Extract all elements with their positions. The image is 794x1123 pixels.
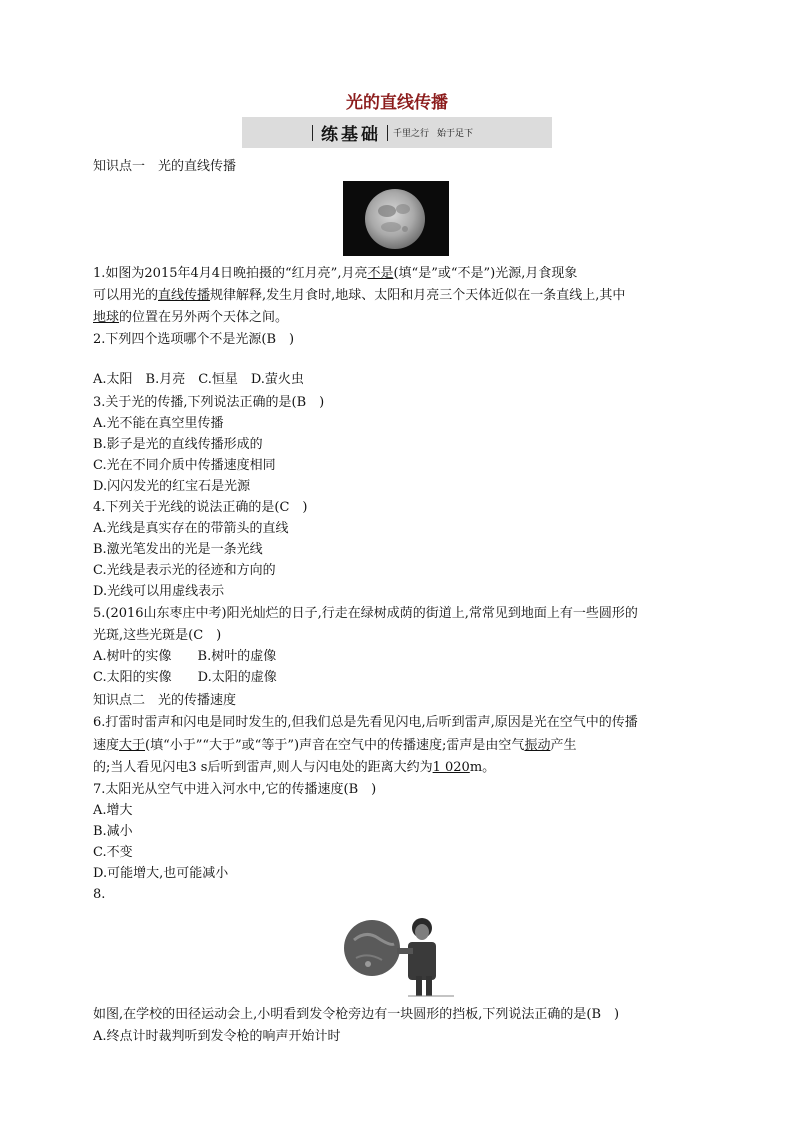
question-1-line-1: 1.如图为2015年4月4日晚拍摄的“红月亮”,月亮不是(填“是”或“不是”)光源,月食现象 (93, 266, 578, 281)
section-heading-2: 知识点二 光的传播速度 (93, 693, 237, 708)
answer-blank: 直线传播 (158, 288, 211, 303)
question-4-option-b: B.激光笔发出的光是一条光线 (93, 542, 263, 557)
question-8-stem: 如图,在学校的田径运动会上,小明看到发令枪旁边有一块圆形的挡板,下列说法正确的是(B ) (93, 1007, 620, 1022)
section-heading-1: 知识点一 光的直线传播 (93, 159, 237, 174)
question-4-stem: 4.下列关于光线的说法正确的是(C ) (93, 500, 308, 515)
question-3-option-a: A.光不能在真空里传播 (93, 416, 224, 431)
banner-divider (312, 125, 313, 141)
banner-divider (387, 125, 388, 141)
question-6-line-2: 速度大于(填“小于”“大于”或“等于”)声音在空气中的传播速度;雷声是由空气振动产生 (93, 738, 577, 753)
section-banner (242, 117, 552, 148)
question-5-stem-2: 光斑,这些光斑是(C ) (93, 628, 222, 643)
question-5-options-1: A.树叶的实像 B.树叶的虚像 (93, 649, 277, 664)
question-4-option-c: C.光线是表示光的径迹和方向的 (93, 563, 276, 578)
page-title: 光的直线传播 (346, 93, 448, 113)
question-3-option-b: B.影子是光的直线传播形成的 (93, 437, 263, 452)
question-1-line-2: 可以用光的直线传播规律解释,发生月食时,地球、太阳和月亮三个天体近似在一条直线上,其中 (93, 288, 626, 303)
question-3-option-c: C.光在不同介质中传播速度相同 (93, 458, 276, 473)
answer-blank: 地球 (93, 310, 120, 325)
question-7-option-b: B.减小 (93, 824, 133, 839)
question-6-line-3: 的;当人看见闪电3 s后听到雷声,则人与闪电处的距离大约为1 020m。 (93, 760, 496, 775)
banner-subtitle: 千里之行 始于足下 (393, 129, 474, 139)
answer-blank: 振动 (524, 738, 551, 753)
question-3-stem: 3.关于光的传播,下列说法正确的是(B ) (93, 395, 325, 410)
answer-blank: 不是 (367, 266, 394, 281)
banner-title: 练基础 (321, 125, 381, 145)
question-4-option-a: A.光线是真实存在的带箭头的直线 (93, 521, 289, 536)
question-2-options: A.太阳 B.月亮 C.恒星 D.萤火虫 (93, 372, 304, 387)
question-7-option-a: A.增大 (93, 803, 133, 818)
question-3-option-d: D.闪闪发光的红宝石是光源 (93, 479, 251, 494)
question-7-stem: 7.太阳光从空气中进入河水中,它的传播速度(B ) (93, 782, 377, 797)
starting-gun-photo (342, 906, 454, 1001)
question-1-line-3: 地球的位置在另外两个天体之间。 (93, 310, 289, 325)
question-7-option-c: C.不变 (93, 845, 133, 860)
question-5-options-2: C.太阳的实像 D.太阳的虚像 (93, 670, 277, 685)
question-8-number: 8. (93, 887, 106, 902)
red-moon-photo (343, 181, 449, 256)
question-7-option-d: D.可能增大,也可能减小 (93, 866, 229, 881)
question-4-option-d: D.光线可以用虚线表示 (93, 584, 225, 599)
answer-blank: 1 020 (432, 760, 470, 775)
question-2-stem: 2.下列四个选项哪个不是光源(B ) (93, 332, 295, 347)
answer-blank: 大于 (119, 738, 146, 753)
question-8-option-a: A.终点计时裁判听到发令枪的响声开始计时 (93, 1029, 341, 1044)
question-5-stem-1: 5.(2016山东枣庄中考)阳光灿烂的日子,行走在绿树成荫的街道上,常常见到地面上有一些圆形的 (93, 606, 638, 621)
question-6-line-1: 6.打雷时雷声和闪电是同时发生的,但我们总是先看见闪电,后听到雷声,原因是光在空气中的传播 (93, 715, 638, 730)
